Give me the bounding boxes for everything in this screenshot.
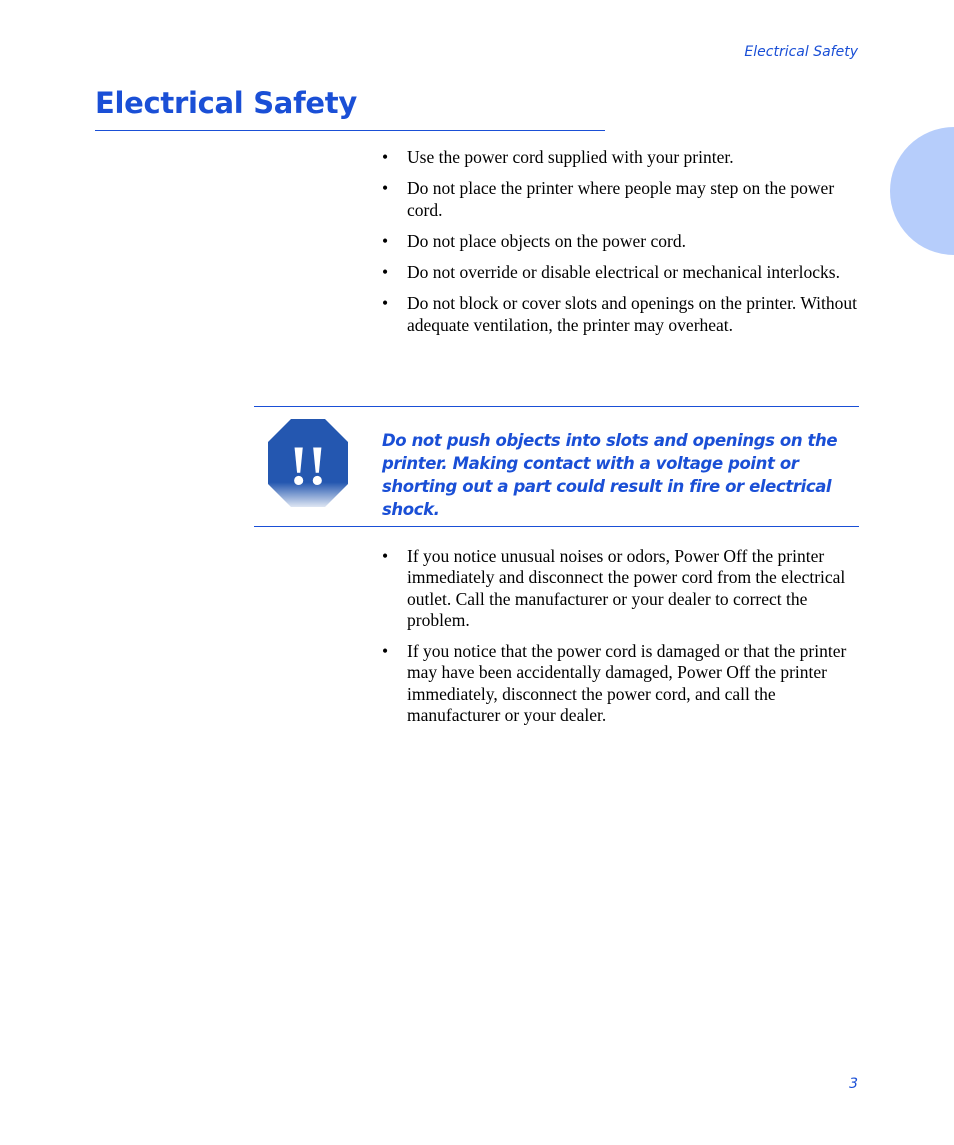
warning-octagon-icon [267,418,349,514]
list-item-text: If you notice unusual noises or odors, Power Off the printer immediately and disconnect the power cord from the electrical outlet. Call the manufacturer or your dealer to correct the problem. [407,546,846,630]
bullet-list-after-warning [382,546,862,736]
bullet-dot: • [382,546,389,566]
list-item [382,147,862,168]
bullet-list-before-warning [382,147,862,346]
running-header: Electrical Safety [744,44,858,60]
icon-glyph: !! [289,435,327,497]
list-item [382,178,862,221]
bullet-dot: • [382,230,389,251]
list-item [382,262,862,283]
bullet-dot: • [382,147,389,167]
list-item-text: If you notice that the power cord is damaged or that the printer may have been accidentally damaged, Power Off the printer immediately, disconnect the power cord, and call the manufacturer or your dealer. [407,641,847,726]
bullet-dot: • [382,641,389,662]
bullet-dot: • [382,178,389,199]
warning-bottom-rule [254,526,859,527]
title-underline [95,130,605,131]
list-item-text: Do not place the printer where people may step on the power cord. [407,178,835,220]
bullet-dot: • [382,262,389,283]
warning-top-rule [254,406,859,407]
section-tab-marker [890,127,954,255]
bullet-dot: • [382,293,389,314]
list-item [382,293,862,336]
list-item-text: Do not block or cover slots and openings on the printer. Without adequate ventilation, the printer may overheat. [407,293,858,335]
list-item-text: Do not place objects on the power cord. [407,230,686,251]
list-item [382,231,862,252]
list-item [382,546,862,631]
list-item [382,641,862,726]
list-item-text: Do not override or disable electrical or mechanical interlocks. [407,262,840,283]
list-item-text: Use the power cord supplied with your printer. [407,147,734,167]
page-title: Electrical Safety [95,86,357,120]
page-number: 3 [849,1076,858,1092]
warning-message: Do not push objects into slots and openings on the printer. Making contact with a voltage point or shorting out a part could result in fire or electrical shock. [382,431,838,519]
